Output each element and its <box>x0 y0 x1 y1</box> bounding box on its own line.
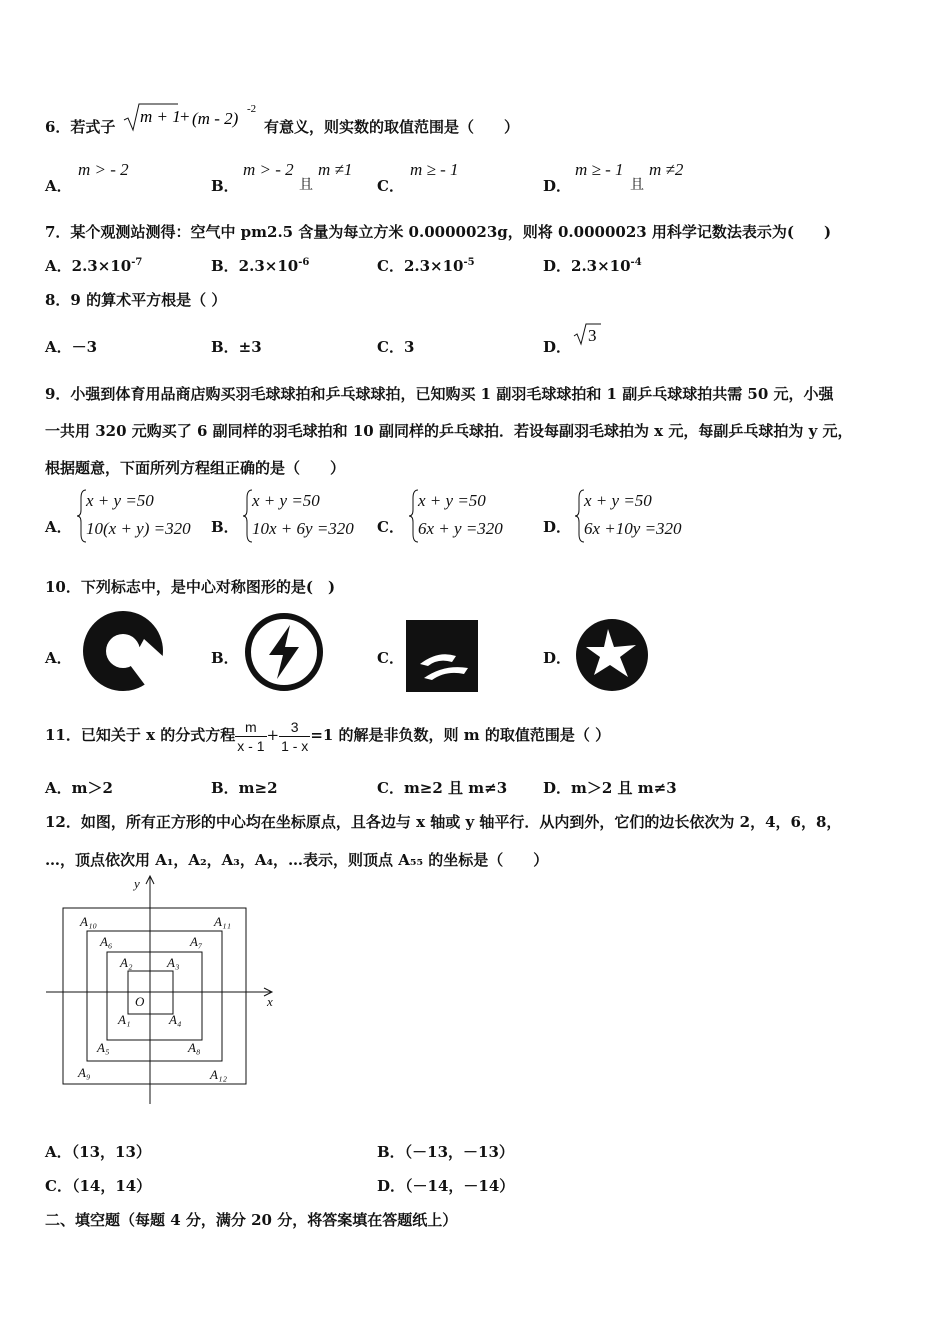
q6-option-d-math2: m ≠2 <box>649 160 684 179</box>
q6-option-d-math1: m ≥ - 1 <box>575 160 624 179</box>
q9-option-b-eq1: x + y =50 <box>252 491 320 510</box>
q9-line2: 一共用 320 元购买了 6 副同样的羽毛球拍和 10 副同样的乒乓球拍．若设每副羽毛球拍为 x 元，每副乒乓球拍为 y 元， <box>45 422 853 440</box>
q9-option-a-label[interactable]: A． <box>45 518 72 536</box>
q8-option-c[interactable]: C．3 <box>377 338 415 356</box>
label-a1: A₁ <box>118 1012 131 1027</box>
square-outer <box>63 908 246 1084</box>
label-a10: A₁₀ <box>80 914 97 929</box>
q11-fraction-1: $\frac{m}{x - 1}$ <box>237 718 265 754</box>
q6-expression <box>122 100 264 134</box>
q6-option-b-math1: m > - 2 <box>243 160 294 179</box>
svg-text:3: 3 <box>588 326 597 345</box>
q6-option-a-math: m > - 2 <box>78 160 129 179</box>
q6-exponent: -2 <box>247 103 257 115</box>
q12-option-c[interactable]: C．（14，14） <box>45 1177 152 1195</box>
q9-line1: 9．小强到体育用品商店购买羽毛球球拍和乒乓球球拍，已知购买 1 副羽毛球球拍和 1 副乒乓球球拍共需 50 元，小强 <box>45 385 834 403</box>
q7-option-a[interactable]: A．$2.3\times 10^{-7}$ <box>45 257 143 275</box>
q6-option-b-and: 且 <box>299 177 313 193</box>
q9-option-d-label[interactable]: D． <box>543 518 572 536</box>
q7-option-c[interactable]: C．$2.3\times 10^{-5}$ <box>377 257 475 275</box>
q9-option-d-eq1: x + y =50 <box>584 491 652 510</box>
q9-line3: 根据题意，下面所列方程组正确的是（ ） <box>45 459 346 477</box>
q10-option-c-logo-icon[interactable] <box>406 620 478 692</box>
label-a7: A₇ <box>190 934 203 949</box>
q12-option-b[interactable]: B．（－13，－13） <box>377 1143 514 1161</box>
q9-option-b-label[interactable]: B． <box>211 518 239 536</box>
q8-stem: 8．9 的算术平方根是（ ） <box>45 291 227 309</box>
q9-option-b-eq2: 10x + 6y =320 <box>252 519 354 538</box>
x-axis-label: x <box>267 994 273 1009</box>
q10-option-d-star-icon[interactable] <box>574 617 650 693</box>
label-a2: A₂ <box>120 955 133 970</box>
q11-option-c[interactable]: C．m≥2 且 m≠3 <box>377 779 508 797</box>
label-a8: A₈ <box>188 1040 201 1055</box>
q10-option-c-label[interactable]: C． <box>377 649 404 667</box>
q9-option-a-eq1: x + y =50 <box>86 491 154 510</box>
q12-option-d[interactable]: D．（－14，－14） <box>377 1177 515 1195</box>
q6-stem-suffix: 有意义，则实数的取值范围是（ ） <box>264 118 520 136</box>
q9-option-c-label[interactable]: C． <box>377 518 404 536</box>
label-a6: A₆ <box>100 934 113 949</box>
q8-option-d-label[interactable]: D． <box>543 338 572 356</box>
q9-option-d-eq2: 6x +10y =320 <box>584 519 682 538</box>
q12-line1: 12．如图，所有正方形的中心均在坐标原点，且各边与 x 轴或 y 轴平行．从内到外，它们的边长依次为 2，4，6，8， <box>45 813 842 831</box>
label-a5: A₅ <box>97 1040 110 1055</box>
q6-option-d-and: 且 <box>630 177 644 193</box>
q12-coordinate-figure <box>40 872 285 1110</box>
label-a12: A₁₂ <box>210 1067 227 1082</box>
q11-option-a[interactable]: A．m＞2 <box>45 779 113 797</box>
q7-option-d[interactable]: D．$2.3\times 10^{-4}$ <box>543 257 642 275</box>
q8-option-b[interactable]: B．±3 <box>211 338 262 356</box>
q7-stem: 7．某个观测站测得：空气中 pm2.5 含量为每立方米 0.0000023g，则将 0.0000023 用科学记数法表示为( ) <box>45 223 832 241</box>
q10-option-d-label[interactable]: D． <box>543 649 572 667</box>
q11-option-b[interactable]: B．m≥2 <box>211 779 278 797</box>
q10-option-a-label[interactable]: A． <box>45 649 72 667</box>
q11-stem: 11．已知关于 x 的分式方程 $\frac{m}{x - 1}$ + $\frac{3}{1 - x}$ =1 的解是非负数，则 m 的取值范围是（ ） <box>45 718 611 754</box>
q9-option-c-eq2: 6x + y =320 <box>418 519 503 538</box>
q6-option-b-math2: m ≠1 <box>318 160 353 179</box>
q10-option-b-label[interactable]: B． <box>211 649 239 667</box>
q6-option-c-label[interactable]: C． <box>377 177 404 195</box>
label-a9: A₉ <box>78 1065 91 1080</box>
q6-plus: + <box>180 107 190 126</box>
q8-option-a[interactable]: A．－3 <box>45 338 98 356</box>
q6-stem-prefix: 6．若式子 <box>45 118 116 136</box>
q10-option-b-lightning-icon[interactable] <box>243 611 325 693</box>
q6-sqrt-radicand: m + 1 <box>140 107 181 126</box>
q6-option-a-label[interactable]: A． <box>45 177 72 195</box>
section-2-heading: 二、填空题（每题 4 分，满分 20 分，将答案填在答题纸上） <box>45 1211 458 1229</box>
q9-option-a-eq2: 10(x + y) =320 <box>86 519 191 538</box>
q11-option-d[interactable]: D．m＞2 且 m≠3 <box>543 779 677 797</box>
q9-option-c-eq1: x + y =50 <box>418 491 486 510</box>
origin-label: O <box>135 994 145 1009</box>
q6-option-d-label[interactable]: D． <box>543 177 572 195</box>
label-a11: A₁₁ <box>214 914 231 929</box>
q12-line2: …，顶点依次用 A₁，A₂，A₃，A₄，…表示，则顶点 A₅₅ 的坐标是（ ） <box>45 851 549 869</box>
label-a3: A₃ <box>167 955 180 970</box>
q7-option-b[interactable]: B．$2.3\times 10^{-6}$ <box>211 257 310 275</box>
q12-option-a[interactable]: A．（13，13） <box>45 1143 151 1161</box>
q8-option-d-sqrt <box>573 322 603 348</box>
y-axis-label: y <box>134 876 140 891</box>
label-a4: A₄ <box>169 1012 182 1027</box>
q6-option-c-math: m ≥ - 1 <box>410 160 459 179</box>
q6-option-b-label[interactable]: B． <box>211 177 239 195</box>
q6-paren: (m - 2) <box>192 109 239 128</box>
q10-stem: 10．下列标志中，是中心对称图形的是( ) <box>45 578 336 596</box>
q10-option-a-logo-icon[interactable] <box>78 609 168 693</box>
q11-fraction-2: $\frac{3}{1 - x}$ <box>281 718 309 754</box>
